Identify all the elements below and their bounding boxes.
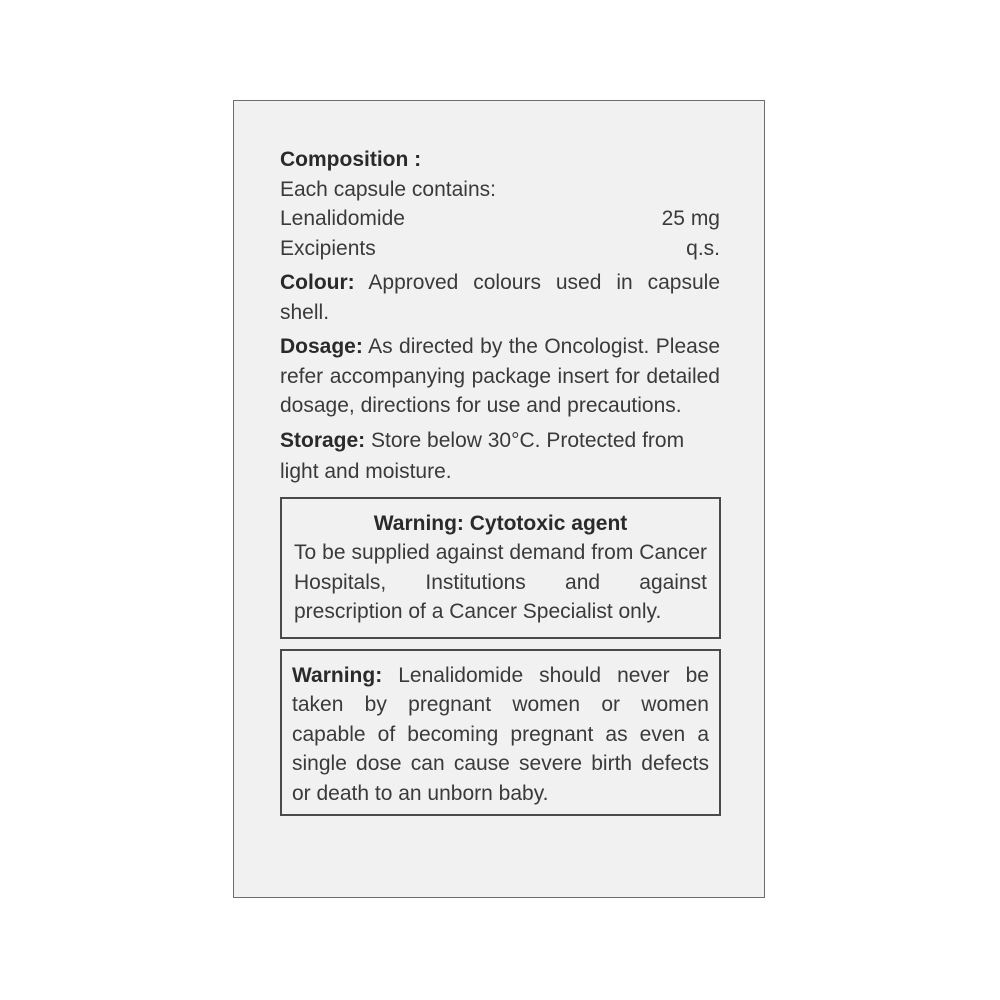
colour-paragraph: [280, 268, 720, 327]
cytotoxic-warning-box: [280, 497, 721, 639]
pregnancy-warning-box: [280, 649, 721, 817]
pregnancy-warning-text: [292, 661, 709, 809]
ingredient-name: Lenalidomide: [280, 207, 405, 230]
cytotoxic-warning-text: To be supplied against demand from Cancer Hospitals, Institutions and against prescription of a Cancer Specialist only.: [294, 541, 707, 623]
composition-row-lenalidomide: [280, 204, 720, 234]
dosage-label: Dosage:: [280, 335, 363, 358]
ingredient-amount: 25 mg: [661, 207, 720, 230]
cytotoxic-warning-title: Warning: Cytotoxic agent: [373, 511, 628, 535]
pregnancy-warning-body: Lenalidomide should never be taken by pregnant women or women capable of becoming pregnant as even a single dose can cause severe birth defects or death to an unborn baby.: [292, 663, 709, 805]
dosage-text: As directed by the Oncologist. Please refer accompanying package insert for detailed dosage, directions for use and precautions.: [280, 335, 720, 417]
colour-label: Colour:: [280, 271, 355, 294]
storage-text-line2: light and moisture.: [280, 460, 452, 483]
ingredient-name: Excipients: [280, 236, 376, 260]
label-content: [280, 145, 720, 816]
storage-text-line1: Store below 30°C. Protected from: [365, 428, 685, 452]
storage-paragraph: [280, 426, 720, 487]
pregnancy-warning-label: Warning:: [292, 663, 383, 687]
label-panel: [233, 100, 765, 898]
storage-label: Storage:: [280, 428, 366, 452]
composition-title: Composition :: [280, 148, 422, 171]
composition-intro: Each capsule contains:: [280, 177, 496, 201]
colour-text: Approved colours used in capsule shell.: [280, 271, 720, 324]
composition-row-excipients: [280, 234, 720, 264]
ingredient-amount: q.s.: [686, 236, 720, 260]
dosage-paragraph: [280, 332, 720, 421]
